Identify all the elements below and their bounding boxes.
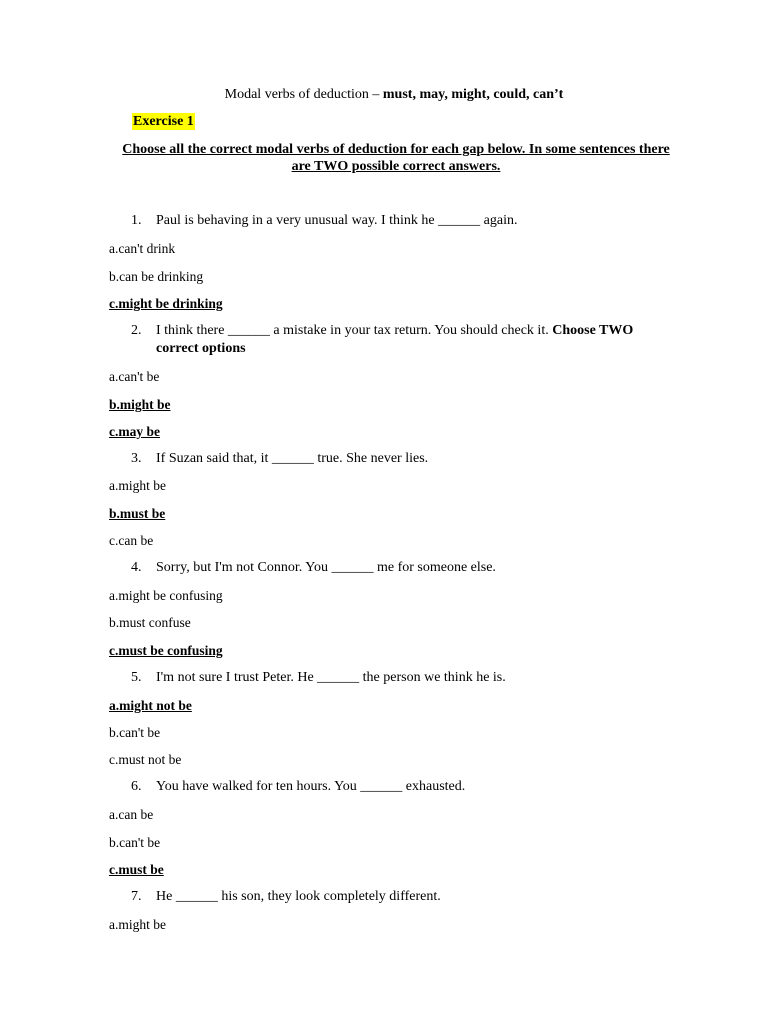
question-number: 3. <box>131 451 142 466</box>
question-text <box>156 322 671 358</box>
question-number: 6. <box>131 779 142 794</box>
question-sentence: I think there ______ a mistake in your tax return. You should check it. <box>156 323 553 338</box>
answer-option: a.can't drink <box>109 241 176 256</box>
question-sentence: Paul is behaving in a very unusual way. I think he ______ again. <box>156 213 518 228</box>
answer-option: a.might be confusing <box>109 588 223 603</box>
answer-option-correct: c.must be confusing <box>109 643 223 658</box>
question-sentence: Sorry, but I'm not Connor. You ______ me for someone else. <box>156 560 496 575</box>
answer-option: c.must not be <box>109 752 182 767</box>
answer-option: b.can be drinking <box>109 269 204 284</box>
question <box>131 669 671 687</box>
question-instruction: Choose TWO correct options <box>156 323 634 356</box>
exercise-instructions: Choose all the correct modal verbs of deduction for each gap below. In some sentences there are TWO possible correct answers. <box>122 142 670 174</box>
answer-option: a.can be <box>109 807 154 822</box>
answer-option: a.can't be <box>109 369 160 384</box>
question-text <box>156 888 671 906</box>
question <box>131 559 671 577</box>
question <box>131 888 671 906</box>
question-text <box>156 669 671 687</box>
title-emphasis: must, may, might, could, can’t <box>382 87 564 102</box>
answer-option-correct: b.must be <box>109 506 166 521</box>
exercise-label: Exercise 1 <box>133 114 194 129</box>
question-text <box>156 778 671 796</box>
answer-option: a.might be <box>109 917 166 932</box>
question-number: 7. <box>131 889 142 904</box>
question-sentence: If Suzan said that, it ______ true. She never lies. <box>156 451 429 466</box>
question-text <box>156 559 671 577</box>
answer-option: b.must confuse <box>109 615 191 630</box>
answer-option-correct: c.may be <box>109 424 160 439</box>
question-sentence: You have walked for ten hours. You ______ exhausted. <box>156 779 466 794</box>
question-sentence: I'm not sure I trust Peter. He ______ the person we think he is. <box>156 670 506 685</box>
answer-option-correct: c.must be <box>109 862 164 877</box>
question-number: 2. <box>131 323 142 338</box>
answer-option-correct: a.might not be <box>109 698 192 713</box>
question <box>131 778 671 796</box>
question <box>131 212 671 230</box>
question-text <box>156 212 671 230</box>
answer-option: b.can't be <box>109 725 161 740</box>
document-title <box>0 86 768 103</box>
answer-option: c.can be <box>109 533 154 548</box>
question-sentence: He ______ his son, they look completely different. <box>156 889 441 904</box>
question-text <box>156 450 671 468</box>
question <box>131 450 671 468</box>
answer-option-correct: c.might be drinking <box>109 296 223 311</box>
question-number: 4. <box>131 560 142 575</box>
answer-option-correct: b.might be <box>109 397 171 412</box>
question-number: 1. <box>131 213 142 228</box>
answer-option: a.might be <box>109 478 166 493</box>
answer-option: b.can't be <box>109 835 161 850</box>
title-prefix: Modal verbs of deduction – <box>224 87 383 102</box>
question-number: 5. <box>131 670 142 685</box>
question <box>131 322 671 358</box>
